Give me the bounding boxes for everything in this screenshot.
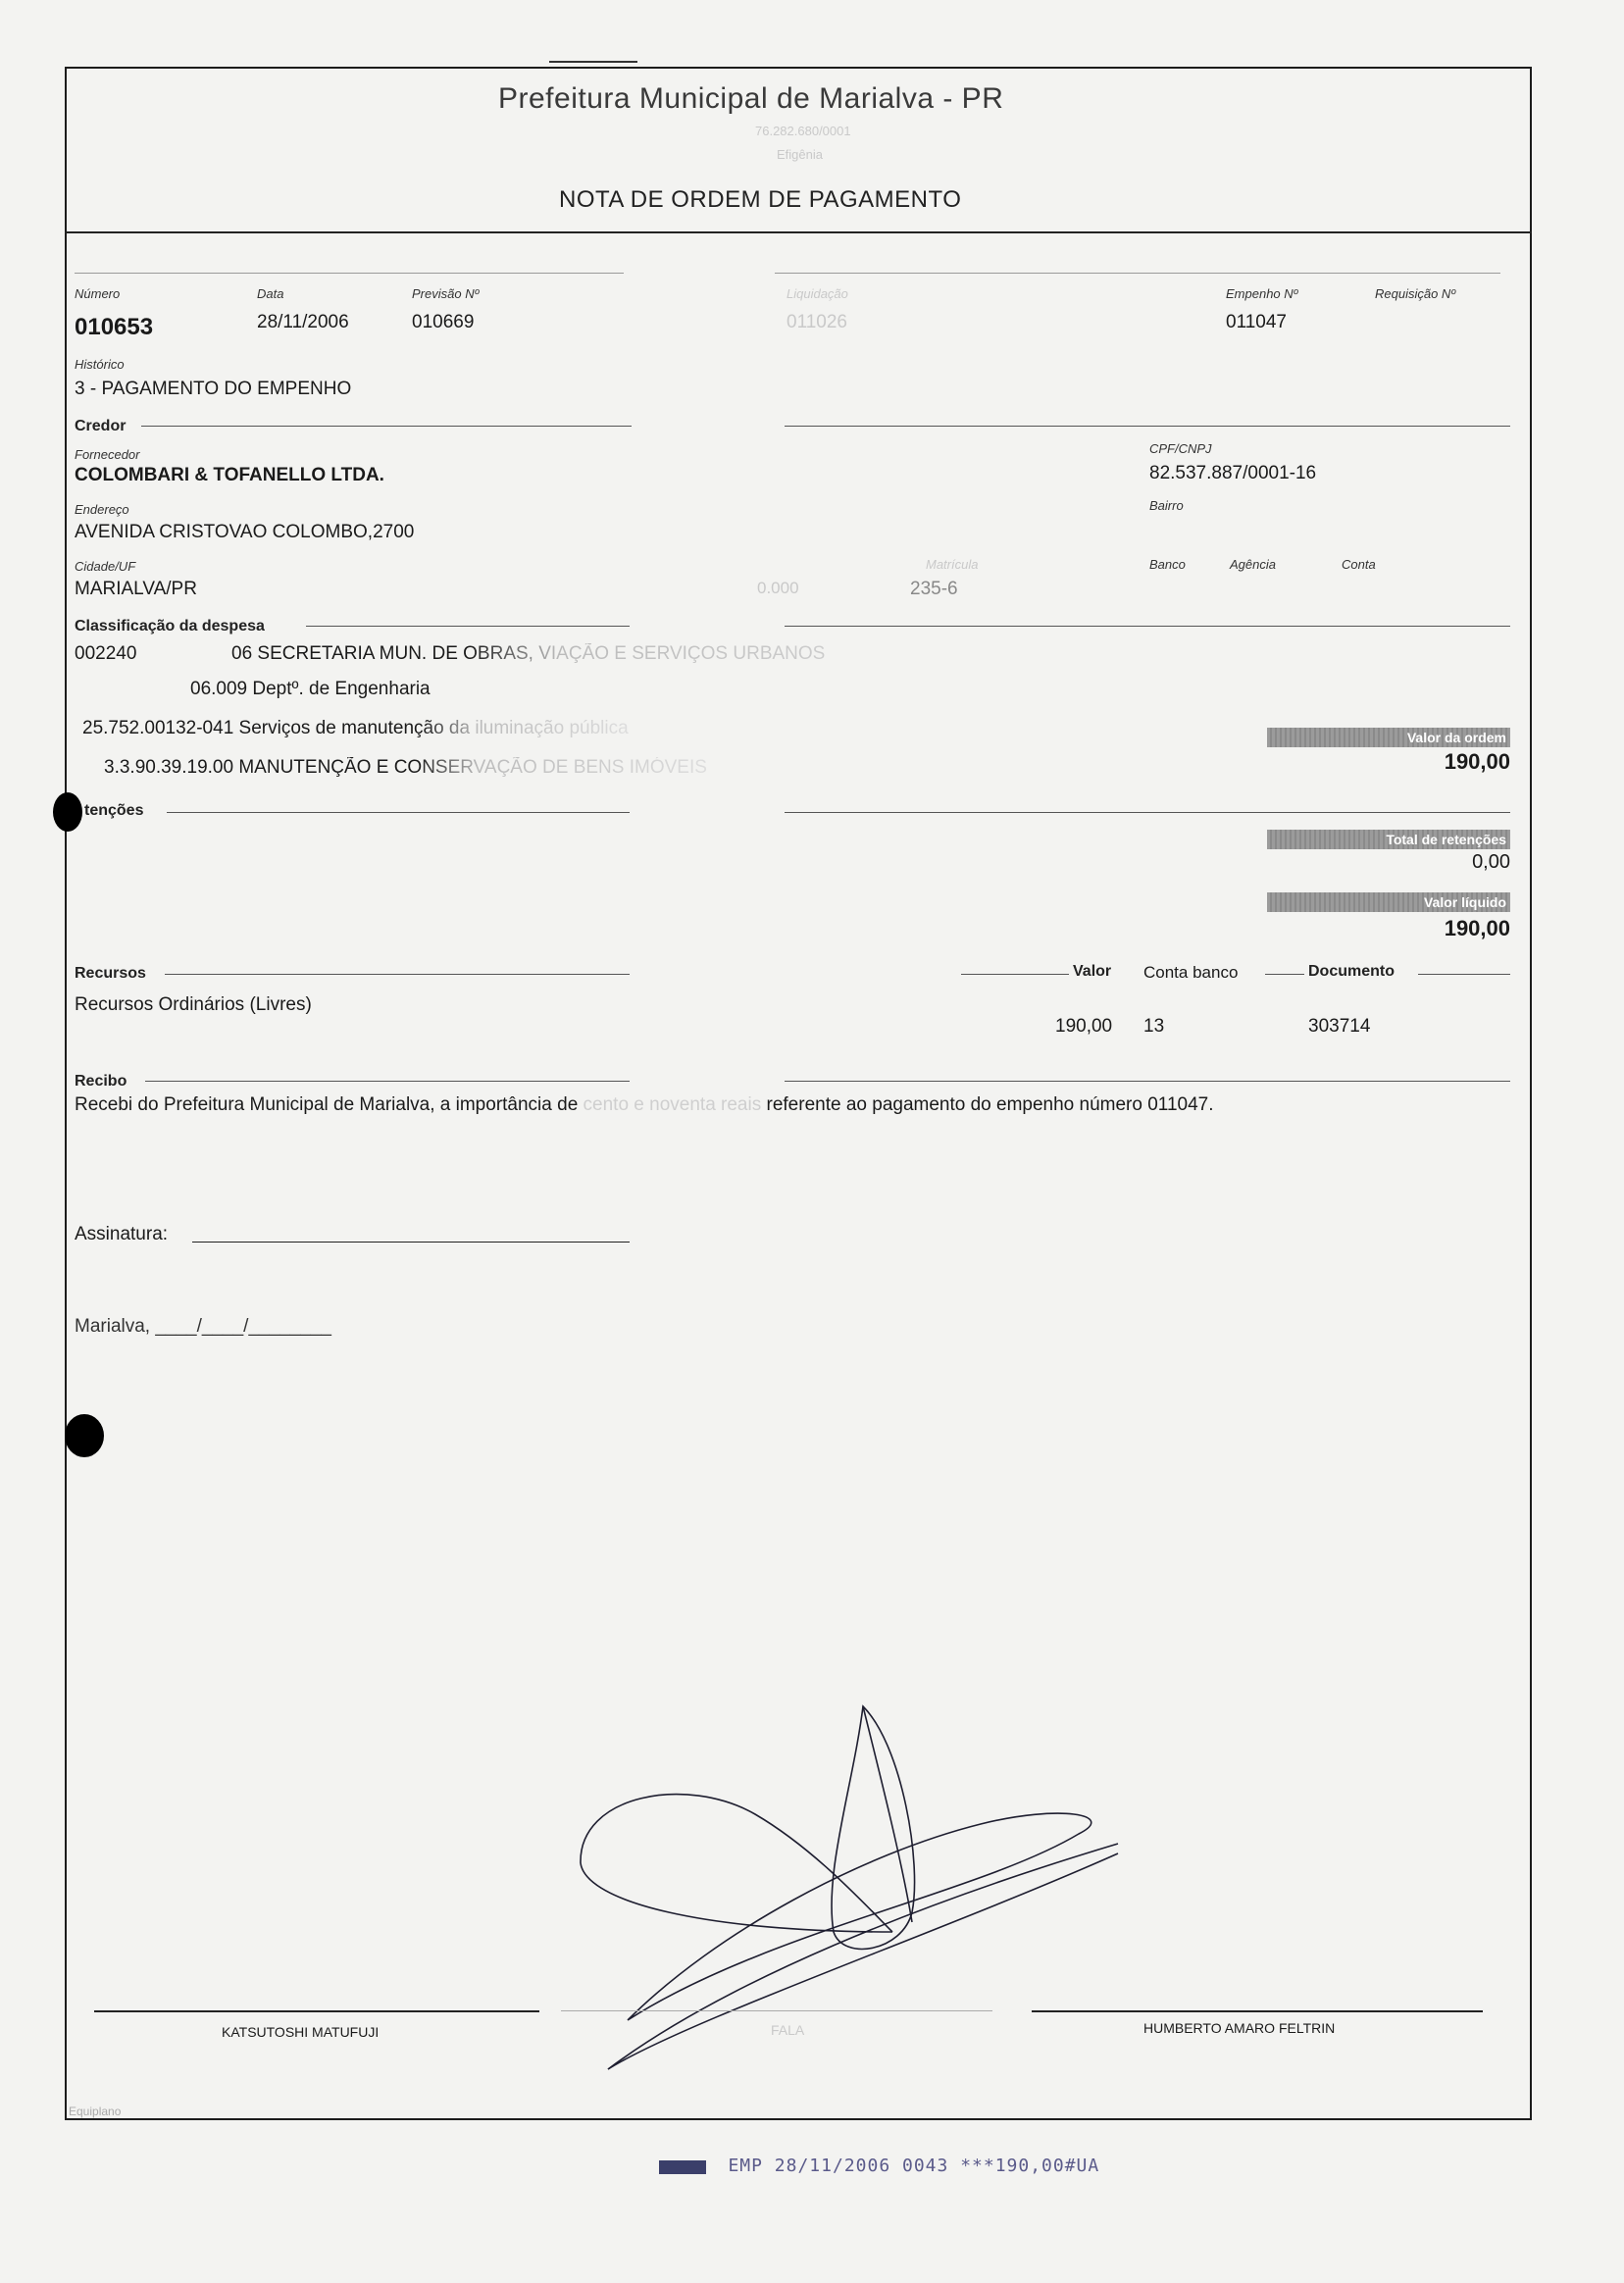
cnpj-line: 76.282.680/0001 [755,124,851,138]
recursos-label: Recursos [75,965,146,982]
address-line: Efigênia [777,147,823,162]
matricula-label: Matrícula [926,557,979,572]
classificacao-rule [306,626,630,627]
retencoes-label: tenções [84,802,144,819]
stamp-logo-icon [659,2160,706,2174]
classificacao-label: Classificação da despesa [75,618,265,634]
recursos-valor: 190,00 [1055,1016,1113,1037]
header-divider [65,231,1532,233]
numero-label: Número [75,286,121,301]
recursos-fonte: Recursos Ordinários (Livres) [75,994,312,1015]
bottom-stamp [659,2156,1099,2176]
recursos-rule-mid2 [1265,974,1304,975]
elemento-text: 3.3.90.39.19.00 MANUTENÇÃO E CONSERVAÇÃO DE BENS IMÓVEIS [104,757,707,778]
org-name: Prefeitura Municipal de Marialva - PR [498,82,1004,115]
fornecedor-value: COLOMBARI & TOFANELLO LTDA. [75,465,384,485]
recibo-text [75,1094,1214,1116]
recibo-text-a: Recebi do Prefeitura Municipal de Marialva, a importância de [75,1094,584,1115]
total-retencoes-label: Total de retenções [1267,830,1510,849]
recibo-text-b: cento e noventa reais [583,1094,762,1115]
cep-value: 0.000 [757,579,799,597]
signatory-right: HUMBERTO AMARO FELTRIN [1143,2020,1336,2036]
classificacao-unidade: 06.009 Deptº. de Engenharia [190,679,431,699]
recibo-label: Recibo [75,1073,127,1090]
retencoes-rule-right [785,812,1510,813]
valor-liquido-value: 190,00 [1444,916,1510,940]
classificacao-orgao [231,643,825,665]
recibo-rule-right [785,1081,1510,1082]
recursos-documento: 303714 [1308,1016,1371,1037]
recursos-rule-end [1418,974,1510,975]
valor-liquido-label: Valor líquido [1267,892,1510,912]
data-label: Data [257,286,284,301]
funcional-text: 25.752.00132-041 Serviços de manutenção da iluminação pública [82,718,629,738]
fornecedor-label: Fornecedor [75,447,140,462]
classificacao-code: 002240 [75,643,137,664]
recibo-rule [145,1081,630,1082]
punch-hole-bottom [65,1414,104,1457]
historico-value: 3 - PAGAMENTO DO EMPENHO [75,379,352,399]
sig-line-left [94,2010,539,2012]
endereco-value: AVENIDA CRISTOVAO COLOMBO,2700 [75,522,415,542]
recursos-conta: 13 [1143,1016,1165,1037]
classificacao-rule-right [785,626,1510,627]
credor-rule-right [785,426,1510,427]
handwritten-signature [569,1667,1138,2079]
assinatura-line[interactable] [192,1242,630,1243]
sig-line-middle [561,2010,992,2011]
cpf-value: 82.537.887/0001-16 [1149,463,1317,483]
agencia-label: Agência [1230,557,1276,572]
empenho-label: Empenho Nº [1226,286,1298,301]
ids-top-rule-right [775,273,1500,274]
liquidacao-label: Liquidação [787,286,848,301]
local-date-line: Marialva, ____/____/________ [75,1316,331,1337]
recursos-rule-mid [961,974,1069,975]
matricula-value: 235-6 [910,579,958,599]
assinatura-label: Assinatura: [75,1224,169,1244]
recursos-documento-header: Documento [1308,963,1395,980]
recursos-valor-header: Valor [1073,963,1112,980]
top-mark [549,61,637,63]
punch-hole-top [53,792,82,832]
bairro-label: Bairro [1149,498,1184,513]
recursos-conta-header: Conta banco [1143,963,1239,982]
credor-label: Credor [75,418,127,434]
banco-label: Banco [1149,557,1186,572]
previsao-label: Previsão Nº [412,286,480,301]
recursos-rule [165,974,630,975]
conta-label: Conta [1342,557,1376,572]
classificacao-elemento [104,757,707,779]
classificacao-funcional [82,718,629,739]
previsao-value: 010669 [412,312,475,332]
orgao-text: 06 SECRETARIA MUN. DE OBRAS, VIAÇÃO E SERVIÇOS URBANOS [231,643,826,664]
cpf-label: CPF/CNPJ [1149,441,1212,456]
liquidacao-value: 011026 [787,312,847,332]
requisicao-label: Requisição Nº [1375,286,1456,301]
recibo-text-c: referente ao pagamento do empenho número 011047. [761,1094,1214,1115]
total-retencoes-value: 0,00 [1472,851,1510,873]
signatory-middle: FALA [771,2022,805,2038]
ids-top-rule [75,273,624,274]
data-value: 28/11/2006 [257,312,349,332]
software-name: Equiplano [69,2105,122,2118]
endereco-label: Endereço [75,502,129,517]
retencoes-rule [167,812,630,813]
empenho-value: 011047 [1226,312,1287,332]
valor-ordem-label: Valor da ordem [1267,728,1510,747]
numero-value: 010653 [75,314,154,340]
stamp-text: EMP 28/11/2006 0043 ***190,00#UA [728,2156,1100,2176]
valor-ordem-value: 190,00 [1444,749,1510,774]
doc-title: NOTA DE ORDEM DE PAGAMENTO [559,186,962,213]
cidade-value: MARIALVA/PR [75,579,197,599]
historico-label: Histórico [75,357,125,372]
credor-rule [141,426,632,427]
sig-line-right [1032,2010,1483,2012]
cidade-label: Cidade/UF [75,559,136,574]
signatory-left: KATSUTOSHI MATUFUJI [222,2024,380,2040]
